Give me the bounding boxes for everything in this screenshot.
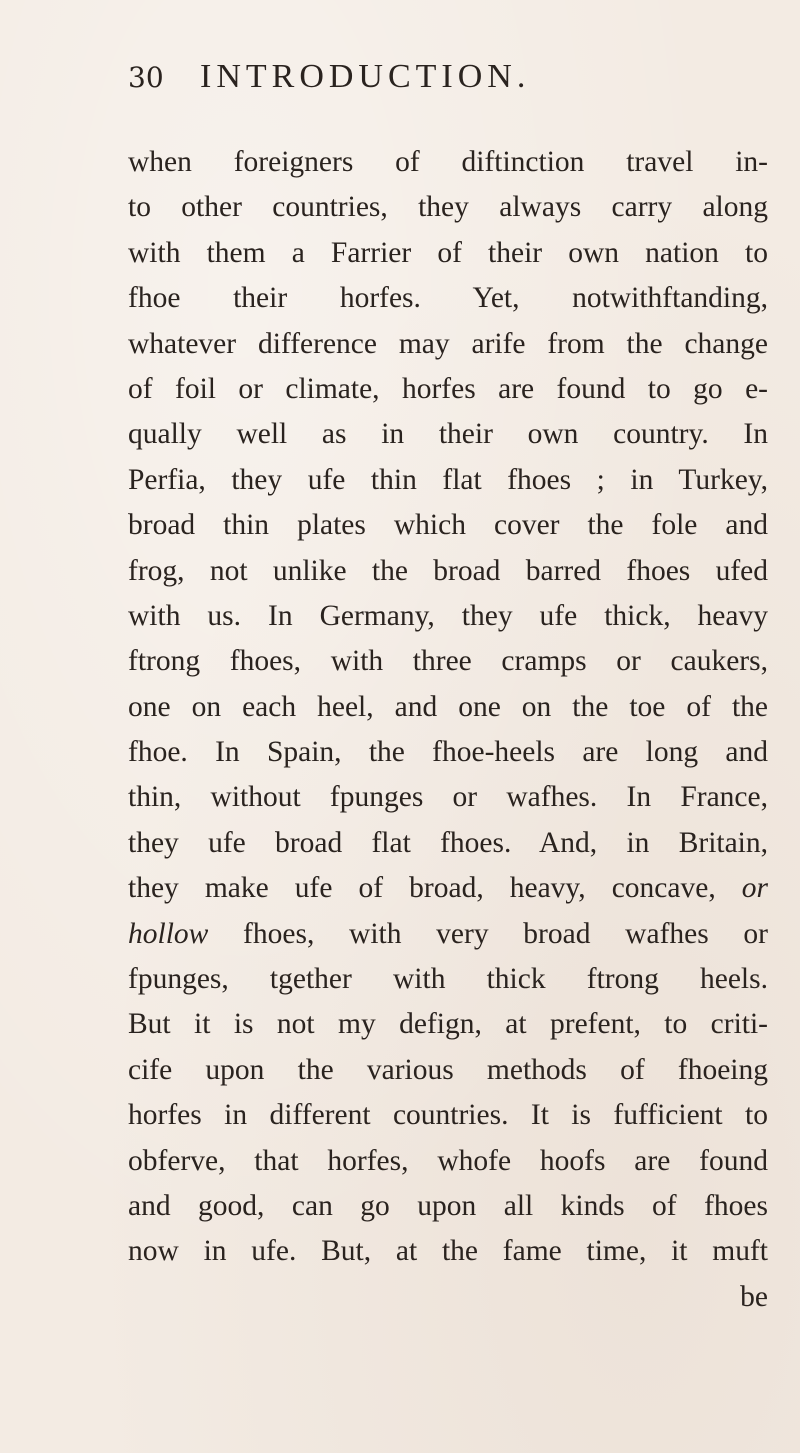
text-segment: they make ufe of broad, heavy, concave, <box>128 872 716 905</box>
text-line: fhoe. In Spain, the fhoe-heels are long and <box>128 736 768 769</box>
text-line: frog, not unlike the broad barred fhoes ufed <box>128 554 768 587</box>
text-line: horfes in different countries. It is fufficient to <box>128 1099 768 1132</box>
italic-word: or <box>741 872 768 905</box>
text-line: one on each heel, and one on the toe of the <box>128 690 768 723</box>
text-line-with-italic <box>128 912 768 957</box>
text-line: broad thin plates which cover the fole and <box>128 509 768 542</box>
catchword: be <box>740 1280 768 1313</box>
text-line: now in ufe. But, at the fame time, it muft <box>128 1235 768 1268</box>
text-line: they ufe broad flat fhoes. And, in Britain, <box>128 826 768 859</box>
italic-word: hollow <box>128 917 209 950</box>
text-line: whatever difference may arife from the change <box>128 327 768 360</box>
text-line: thin, without fpunges or wafhes. In France, <box>128 781 768 814</box>
page-number: 30 <box>128 61 164 94</box>
text-line: cife upon the various methods of fhoeing <box>128 1053 768 1086</box>
text-segment: fhoes, with very broad wafhes or <box>243 917 769 950</box>
text-line: Perfia, they ufe thin flat fhoes ; in Turkey, <box>128 463 768 496</box>
text-line: when foreigners of diftinction travel in- <box>128 146 768 178</box>
text-line: and good, can go upon all kinds of fhoes <box>128 1189 768 1222</box>
text-line: But it is not my defign, at prefent, to criti- <box>128 1008 768 1041</box>
text-line: obferve, that horfes, whofe hoofs are found <box>128 1144 768 1177</box>
text-line: to other countries, they always carry along <box>128 191 768 224</box>
running-title: INTRODUCTION. <box>200 58 531 95</box>
body-text <box>128 140 768 1320</box>
text-line: ftrong fhoes, with three cramps or caukers, <box>128 645 768 678</box>
text-line: qually well as in their own country. In <box>128 418 768 451</box>
text-line-with-italic <box>128 866 768 911</box>
text-line: with them a Farrier of their own nation to <box>128 236 768 269</box>
text-line: of foil or climate, horfes are found to go e- <box>128 372 768 405</box>
text-line: with us. In Germany, they ufe thick, heavy <box>128 599 768 632</box>
page-header <box>128 58 530 98</box>
text-line: fpunges, tgether with thick ftrong heels. <box>128 963 768 996</box>
text-line: fhoe their horfes. Yet, notwithftanding, <box>128 282 768 315</box>
